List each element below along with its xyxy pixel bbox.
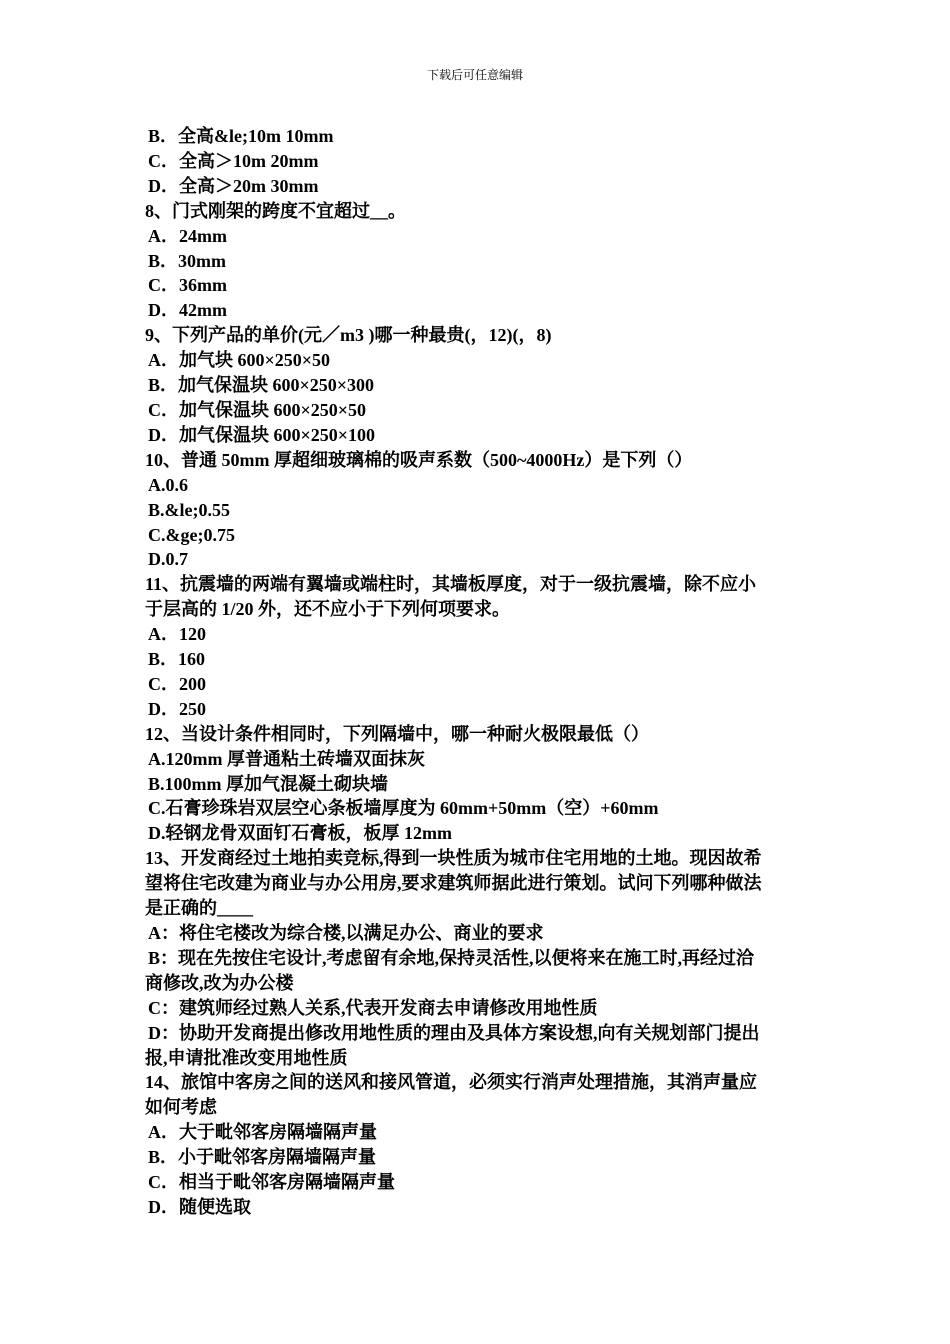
answer-option-line: A.120mm 厚普通粘土砖墙双面抹灰: [148, 748, 425, 769]
question-text-line: 13、开发商经过土地拍卖竞标,得到一块性质为城市住宅用地的土地。现因故希: [145, 848, 762, 869]
question-text-line: 11、抗震墙的两端有翼墙或端柱时，其墙板厚度，对于一级抗震墙，除不应小: [145, 574, 757, 595]
answer-option-line: B：现在先按住宅设计,考虑留有余地,保持灵活性,以便将来在施工时,再经过洽: [148, 947, 755, 968]
question-text-line: 望将住宅改建为商业与办公用房,要求建筑师据此进行策划。试问下列哪种做法: [145, 873, 762, 894]
answer-option-line: A．大于毗邻客房隔墙隔声量: [148, 1122, 377, 1143]
answer-option-line: C．相当于毗邻客房隔墙隔声量: [148, 1172, 395, 1193]
document-body: [145, 124, 810, 1220]
answer-option-line: B．全高&le;10m 10mm: [148, 126, 334, 146]
answer-option-line: D．加气保温块 600×250×100: [148, 424, 376, 445]
answer-option-line: D．随便选取: [148, 1196, 251, 1217]
answer-option-line: A．24mm: [148, 225, 227, 246]
answer-option-line: D.轻钢龙骨双面钉石膏板，板厚 12mm: [148, 823, 452, 844]
page-header: 下载后可任意编辑: [426, 68, 523, 82]
answer-option-line: B.100mm 厚加气混凝土砌块墙: [148, 773, 388, 794]
answer-option-line: C．全高＞10m 20mm: [148, 150, 319, 171]
answer-option-line: C．加气保温块 600×250×50: [148, 399, 367, 420]
question-text-line: 9、下列产品的单价(元／m3 )哪一种最贵(，12)(，8): [145, 325, 552, 346]
answer-option-line: D．42mm: [148, 300, 227, 321]
answer-option-line: C．200: [148, 673, 206, 694]
answer-option-line: C.石膏珍珠岩双层空心条板墙厚度为 60mm+50mm（空）+60mm: [148, 798, 659, 819]
answer-option-line: C．36mm: [148, 275, 227, 296]
question-text-line: 14、旅馆中客房之间的送风和接风管道，必须实行消声处理措施，其消声量应: [145, 1072, 757, 1093]
answer-option-line: A．加气块 600×250×50: [148, 350, 331, 371]
answer-option-line: B.&le;0.55: [148, 499, 230, 520]
answer-option-line: A.0.6: [148, 474, 188, 495]
answer-option-line: A：将住宅楼改为综合楼,以满足办公、商业的要求: [148, 923, 544, 943]
answer-option-line: B．加气保温块 600×250×300: [148, 375, 375, 396]
question-text-line: 8、门式刚架的跨度不宜超过__。: [145, 200, 406, 221]
answer-option-line: D.0.7: [148, 549, 188, 570]
answer-option-line: A．120: [148, 624, 206, 645]
answer-option-line: B．小于毗邻客房隔墙隔声量: [148, 1147, 377, 1168]
answer-option-line: D．全高＞20m 30mm: [148, 175, 319, 196]
answer-option-line: B．30mm: [148, 250, 226, 271]
answer-option-line: C.&ge;0.75: [148, 524, 235, 545]
answer-option-line: C：建筑师经过熟人关系,代表开发商去申请修改用地性质: [148, 997, 598, 1018]
question-text-line: 10、普通 50mm 厚超细玻璃棉的吸声系数（500~4000Hz）是下列（）: [145, 449, 693, 470]
question-text-line: 商修改,改为办公楼: [145, 972, 294, 993]
question-text-line: 是正确的____: [145, 898, 253, 919]
question-text-line: 12、当设计条件相同时，下列隔墙中，哪一种耐火极限最低（）: [145, 723, 649, 744]
question-text-line: 如何考虑: [145, 1097, 217, 1118]
answer-option-line: D：协助开发商提出修改用地性质的理由及具体方案设想,向有关规划部门提出: [148, 1022, 760, 1043]
answer-option-line: D．250: [148, 698, 206, 719]
question-text-line: 于层高的 1/20 外，还不应小于下列何项要求。: [145, 599, 510, 620]
answer-option-line: B．160: [148, 649, 206, 670]
question-text-line: 报,申请批准改变用地性质: [145, 1047, 348, 1068]
